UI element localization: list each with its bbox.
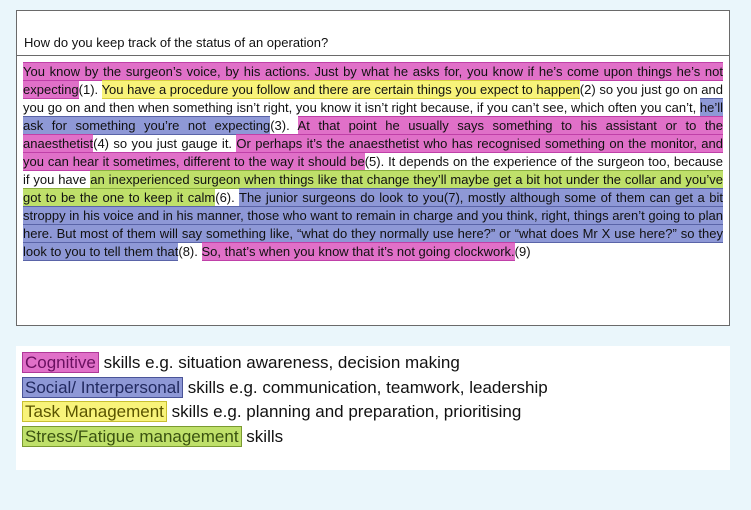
segment-cognitive: You know by the surgeon’s voice, by his actions. Just by what he asks for, you know if he’s come upon things he’s not expecting — [23, 64, 723, 97]
segment-plain: (5). It depends on the experience of the surgeon too, because if you have — [23, 154, 724, 187]
legend — [16, 346, 730, 470]
legend-description: skills — [241, 426, 284, 446]
legend-chip-task: Task Management — [22, 401, 167, 422]
legend-description: skills e.g. communication, teamwork, leadership — [182, 377, 548, 397]
segment-marker: (3). — [270, 118, 298, 133]
segment-marker: (9) — [514, 244, 531, 259]
segment-social: (7), mostly although some of them can get a bit stroppy in his voice and in his manner, those who want to remain in charge and you think, right, things aren’t going to plan here. But most of them will say something like, “what do they normally use here?” or “what does Mr X use here?” so they look to you to tell them that — [23, 190, 723, 259]
segment-plain: (2) so you just go on and you go on and then when something isn’t right, you know it isn’t right because, if you can’t see, which often you can’t, — [23, 82, 723, 115]
segment-marker: (8). — [178, 244, 202, 259]
legend-item-stress — [22, 425, 730, 450]
legend-item-social — [22, 376, 730, 401]
question-text: How do you keep track of the status of an operation? — [24, 35, 329, 50]
question-divider — [17, 55, 729, 56]
legend-chip-cognitive: Cognitive — [22, 352, 99, 373]
segment-social: he’ll ask for something you’re not expecting — [23, 100, 723, 133]
legend-item-cognitive — [22, 351, 730, 376]
legend-description: skills e.g. planning and preparation, prioritising — [166, 402, 522, 421]
segment-cognitive: At that point he usually says something to his assistant or to the anaesthetist — [23, 118, 723, 151]
legend-description: skills e.g. situation awareness, decision making — [98, 353, 460, 372]
legend-item-task — [22, 400, 730, 425]
segment-cognitive: So, that’s when you know that it’s not going clockwork. — [201, 244, 515, 259]
legend-chip-social: Social/ Interpersonal — [22, 377, 183, 398]
answer-passage — [23, 63, 723, 261]
segment-stress: an inexperienced surgeon when things like that change they’ll maybe get a bit hot under the collar and you’ve got to be the one to keep it calm — [23, 172, 723, 205]
segment-social: The junior surgeons do look to you — [239, 190, 444, 205]
segment-marker: (1). — [78, 82, 102, 97]
legend-chip-stress: Stress/Fatigue management — [22, 426, 242, 447]
transcript-panel — [16, 10, 730, 326]
segment-cognitive: Or perhaps it’s the anaesthetist who has recognised something on the monitor, and you can hear it sometimes, different to the way it should be — [23, 136, 723, 169]
segment-marker: (6). — [215, 190, 240, 205]
segment-task: You have a procedure you follow and there are certain things you expect to happen — [101, 82, 580, 97]
segment-plain: (4) so you just gauge it. — [93, 136, 237, 151]
